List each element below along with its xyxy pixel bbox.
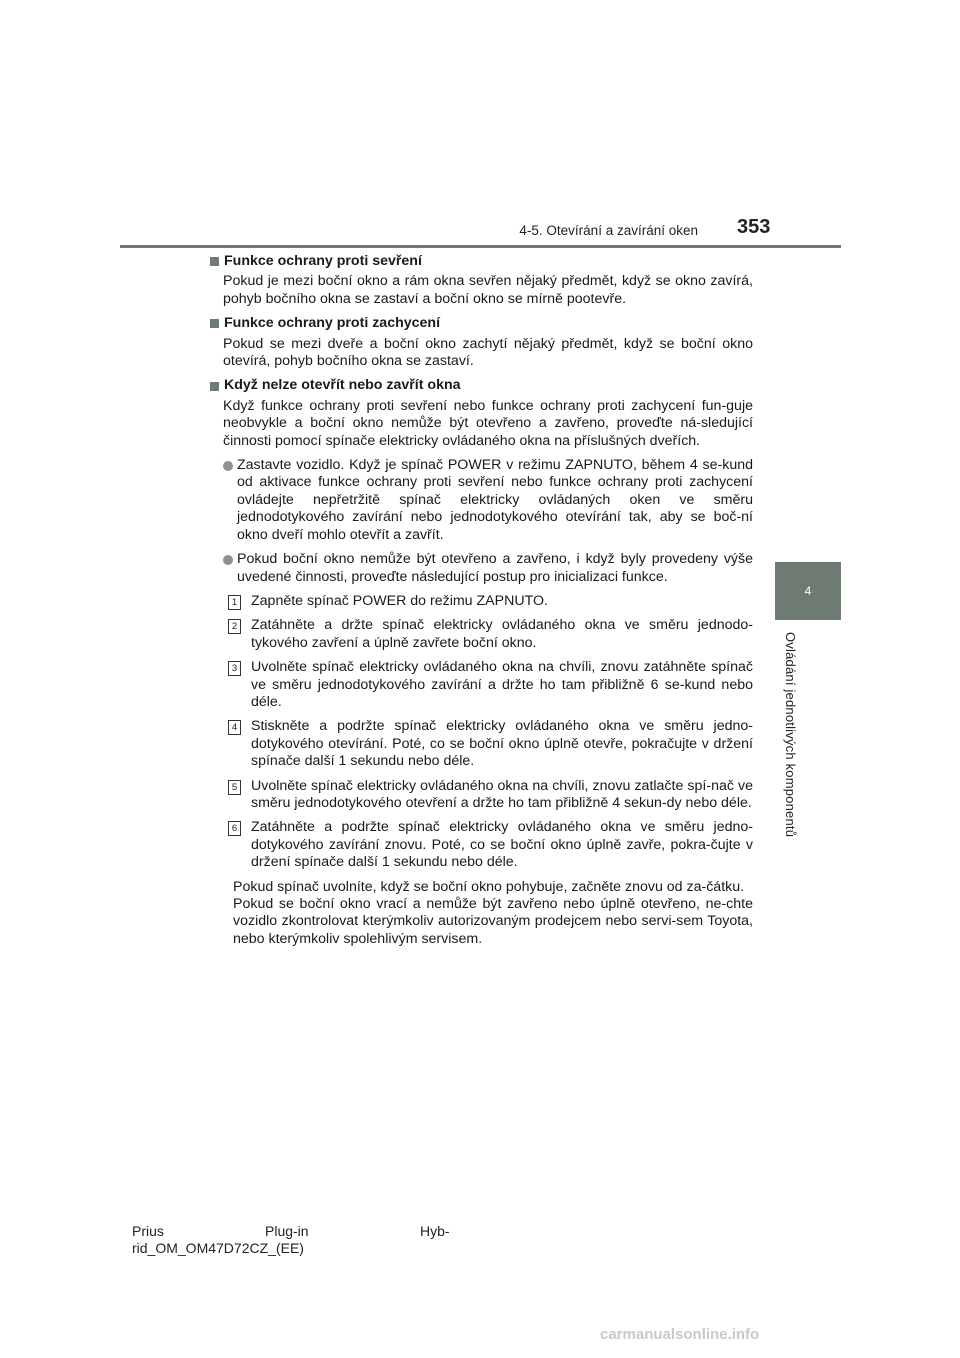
section-heading: [210, 253, 753, 270]
note-paragraph: Pokud spínač uvolníte, když se boční okno pohybuje, začněte znovu od za-čátku.: [233, 878, 745, 895]
step-number-box: 5: [228, 780, 241, 795]
step-item: [228, 718, 753, 770]
footer-line-2: rid_OM_OM47D72CZ_(EE): [132, 1240, 304, 1256]
section-paragraph: Pokud se mezi dveře a boční okno zachytí nějaký předmět, když se boční okno otevírá, pohyb bočního okna se zastaví.: [223, 335, 753, 370]
bullet-text: Zastavte vozidlo. Když je spínač POWER v režimu ZAPNUTO, během 4 se-kund od aktivace funkce ochrany proti sevření nebo funkce ochrany proti zachycení ovládejte nepřetržitě spínač elektricky ovládaných oken ve směru jednodotykového zavírání nebo jednodotykového otevírání tak, aby se boč-ní okno dveří mohlo otevřít a zavřít.: [237, 457, 753, 543]
bullet-item: [223, 551, 753, 586]
section-paragraph: Když funkce ochrany proti sevření nebo funkce ochrany proti zachycení fun-guje neobvykle a boční okno nemůže být otevřeno a zavřeno, proveďte ná-sledující činnosti pomocí spínače elektricky ovládaného okna na příslušných dveřích.: [223, 397, 753, 449]
circle-bullet-icon: [223, 461, 233, 471]
footer-hyb: Hyb-: [420, 1223, 450, 1239]
step-number-box: 4: [228, 720, 241, 735]
footer-variant: Plug-in: [265, 1223, 309, 1239]
section-catch-protection: [210, 315, 753, 370]
side-tab-label: Ovládání jednotlivých komponentů: [783, 632, 798, 838]
square-bullet-icon: [210, 257, 219, 266]
step-text: Uvolněte spínač elektricky ovládaného okna na chvíli, znovu zatlačte spí-nač ve směru jednodotykového otevření a držte ho tam přibližně 4 sekun-dy nebo déle.: [251, 777, 753, 811]
step-text: Stiskněte a podržte spínač elektricky ovládaného okna ve směru jedno-dotykového otevírání. Poté, co se boční okno úplně otevře, pokračujte v držení spínače další 1 sekundu nebo déle.: [251, 718, 753, 770]
footer-model: Prius: [132, 1223, 164, 1239]
bullet-item: [223, 457, 753, 544]
step-number-box: 6: [228, 821, 241, 836]
step-item: [228, 617, 753, 652]
section-heading-text: Když nelze otevřít nebo zavřít okna: [224, 377, 461, 394]
bullet-text: Pokud boční okno nemůže být otevřeno a zavřeno, i když byly provedeny výše uvedené činnosti, proveďte následující postup pro inicializaci funkce.: [237, 551, 753, 585]
step-number-box: 3: [228, 661, 241, 676]
step-item: [228, 659, 753, 711]
section-heading: [210, 315, 753, 332]
section-cannot-open-close: [210, 377, 753, 948]
header-rule: [120, 245, 841, 248]
note-paragraph: Pokud se boční okno vrací a nemůže být zavřeno nebo úplně otevřeno, ne-chte vozidlo zkontrolovat kterýmkoliv autorizovaným prodejcem nebo servi-sem Toyota, nebo kterýmkoliv spolehlivým servisem.: [233, 896, 753, 947]
section-heading: [210, 377, 753, 394]
square-bullet-icon: [210, 319, 219, 328]
footer-line-1: [132, 1223, 450, 1240]
step-text: Zatáhněte a podržte spínač elektricky ovládaného okna ve směru jedno-dotykového zavírání znovu. Poté, co se boční okno úplně zavře, pokra-čujte v držení spínače další 1 sekundu nebo déle.: [251, 819, 753, 871]
square-bullet-icon: [210, 382, 219, 391]
main-content: [210, 253, 753, 953]
step-item: [228, 778, 753, 813]
step-text: Zatáhněte a držte spínač elektricky ovládaného okna ve směru jednodo-tykového zavření a úplně zavřete boční okno.: [251, 617, 753, 651]
section-heading-text: Funkce ochrany proti sevření: [224, 253, 422, 269]
section-heading-text: Funkce ochrany proti zachycení: [224, 315, 441, 332]
step-text: Uvolněte spínač elektricky ovládaného okna na chvíli, znovu zatáhněte spínač ve směru jednodotykového zavírání a držte ho tam přibližně 6 se-kund nebo déle.: [251, 659, 753, 710]
section-paragraph: Pokud je mezi boční okno a rám okna sevřen nějaký předmět, když se okno zavírá, pohyb bočního okna se zastaví a boční okno se mírně pootevře.: [223, 273, 753, 307]
step-item: [228, 593, 753, 610]
page-number: 353: [737, 216, 771, 238]
side-tab-upper: [775, 248, 841, 561]
step-number-box: 2: [228, 619, 241, 634]
section-title: 4-5. Otevírání a zavírání oken: [519, 223, 698, 238]
step-item: [228, 819, 753, 871]
footer: [132, 1223, 450, 1257]
step-text: Zapněte spínač POWER do režimu ZAPNUTO.: [251, 592, 548, 609]
step-number-box: 1: [228, 595, 241, 610]
side-tab-number: 4: [775, 562, 841, 620]
section-pinch-protection: [210, 253, 753, 308]
circle-bullet-icon: [223, 555, 233, 565]
watermark: carmanualsonline.info: [600, 1326, 760, 1343]
